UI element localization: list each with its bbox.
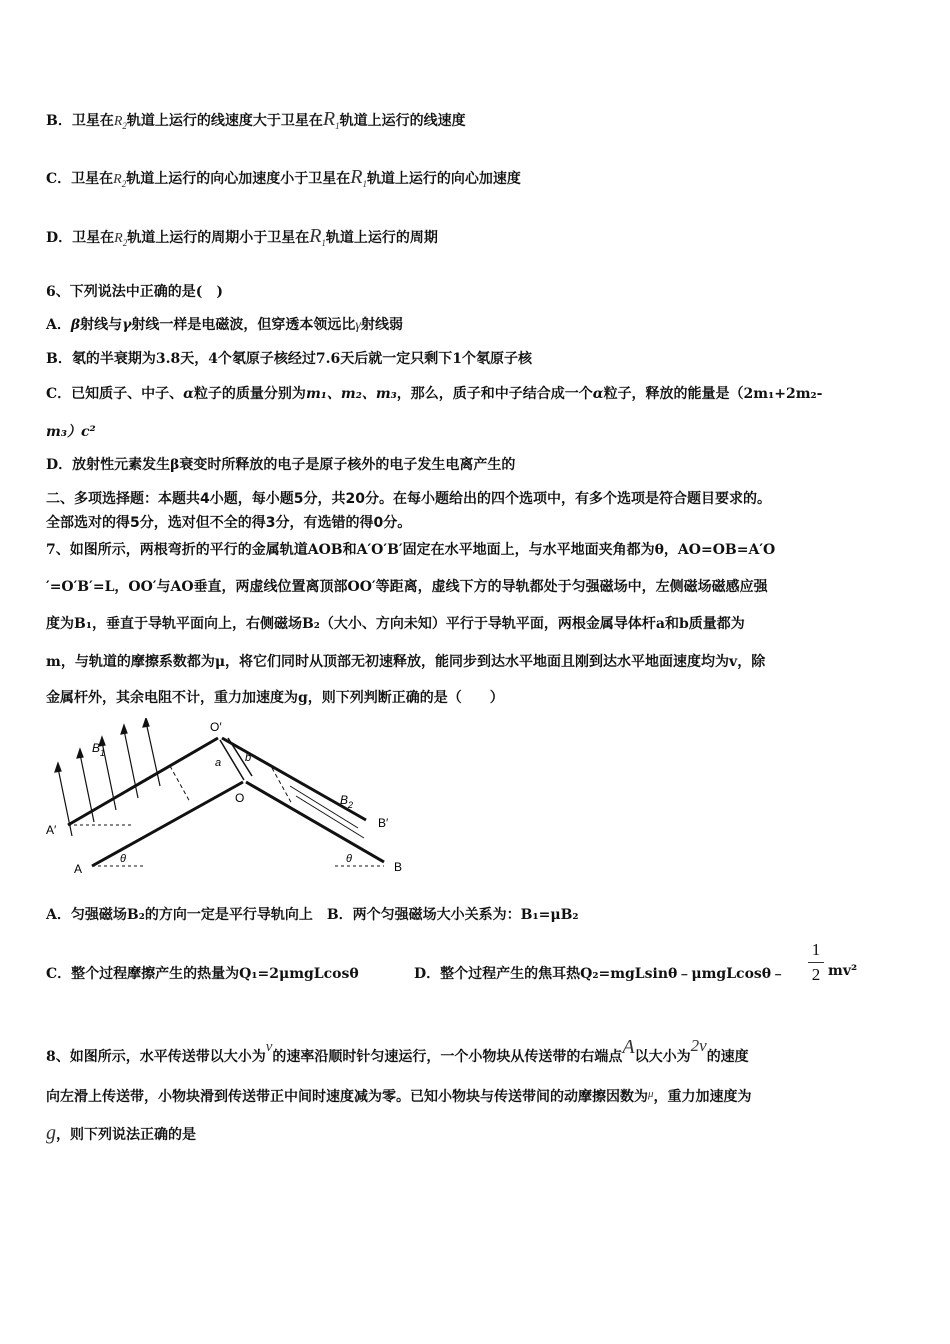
label-theta-right: θ bbox=[346, 853, 352, 865]
b1-arrow-2 bbox=[80, 754, 94, 822]
label-a-prime: A′ bbox=[46, 823, 57, 837]
q5-option-d: D．卫星在$R_2$轨道上运行的周期小于卫星在$R_1$轨道上运行的周期 bbox=[46, 225, 438, 248]
label-o: O bbox=[235, 791, 245, 805]
q7-option-d: D．整个过程产生的焦耳热Q₂=mgLsinθ﹣μmgLcosθ﹣ bbox=[414, 966, 786, 982]
label-b-prime: B′ bbox=[378, 816, 389, 830]
q5-option-b: B．卫星在$R_2$轨道上运行的线速度大于卫星在$R_1$轨道上运行的线速度 bbox=[46, 108, 466, 131]
label-rod-a: a bbox=[215, 757, 222, 769]
q7-rail-diagram bbox=[40, 718, 420, 878]
q7-option-d-tail: mv² bbox=[828, 963, 858, 979]
q6-option-d: D．放射性元素发生β衰变时所释放的电子是原子核外的电子发生电离产生的 bbox=[46, 457, 516, 473]
q8-stem-line1: 8、如图所示，水平传送带以大小为v的速率沿顺时针匀速运行，一个小物块从传送带的右端点A以大小为2v的速度 bbox=[46, 1036, 749, 1065]
label-b: B bbox=[394, 860, 403, 874]
q6-option-c-line1: C．已知质子、中子、α粒子的质量分别为m₁、m₂、m₃，那么，质子和中子结合成一个α粒子，释放的能量是（2m₁+2m₂- bbox=[46, 386, 823, 402]
rail-o-b bbox=[246, 782, 384, 862]
q7-stem-line2: ′=O′B′=L，OO′与AO垂直，两虚线位置离顶部OO′等距离，虚线下方的导轨都处于匀强磁场中，左侧磁场磁感应强 bbox=[46, 579, 768, 595]
section2-line1: 二、多项选择题：本题共4小题，每小题5分，共20分。在每小题给出的四个选项中，有多个选项是符合题目要求的。 bbox=[46, 491, 771, 507]
rail-a-o bbox=[92, 782, 243, 866]
q7-option-d-fraction: 1 2 bbox=[808, 940, 824, 985]
q6-option-c-line2: m₃）c² bbox=[46, 424, 96, 440]
q7-option-c: C．整个过程摩擦产生的热量为Q₁=2μmgLcosθ bbox=[46, 966, 359, 982]
label-b1: $B_1$ bbox=[92, 741, 106, 758]
q6-option-b: B．氡的半衰期为3.8天，4个氡原子核经过7.6天后就一定只剩下1个氡原子核 bbox=[46, 351, 533, 367]
q7-options-a-b: A．匀强磁场B₂的方向一定是平行导轨向上 B．两个匀强磁场大小关系为：B₁=μB₂ bbox=[46, 907, 579, 923]
rod-a bbox=[220, 740, 244, 780]
q6-option-a: A．β射线与γ射线一样是电磁波，但穿透本领远比γ射线弱 bbox=[46, 317, 403, 333]
rail-a-prime-o-prime bbox=[68, 738, 218, 825]
q8-stem-line2: 向左滑上传送带，小物块滑到传送带正中间时速度减为零。已知小物块与传送带间的动摩擦因数为$^\mu$，重力加速度为 bbox=[46, 1088, 752, 1105]
label-b2: $B_2$ bbox=[340, 793, 354, 810]
label-a: A bbox=[74, 862, 83, 876]
label-theta-left: θ bbox=[120, 853, 126, 865]
q7-stem-line5: 金属杆外，其余电阻不计，重力加速度为g，则下列判断正确的是（ ） bbox=[46, 690, 504, 706]
label-o-prime: O′ bbox=[210, 720, 222, 734]
q5-option-c: C．卫星在$R_2$轨道上运行的向心加速度小于卫星在$R_1$轨道上运行的向心加速度 bbox=[46, 166, 521, 189]
label-rod-b: b bbox=[245, 752, 252, 764]
q8-stem-line3: g，则下列说法正确的是 bbox=[46, 1122, 196, 1144]
q7-stem-line4: m，与轨道的摩擦系数都为μ，将它们同时从顶部无初速释放，能同步到达水平地面且刚到达水平地面速度均为v，除 bbox=[46, 654, 766, 670]
dashed-line-left bbox=[170, 766, 190, 802]
q6-stem: 6、下列说法中正确的是( ) bbox=[46, 284, 223, 300]
section2-line2: 全部选对的得5分，选对但不全的得3分，有选错的得0分。 bbox=[46, 515, 412, 531]
b1-arrow-1 bbox=[58, 768, 72, 836]
q7-stem-line3: 度为B₁，垂直于导轨平面向上，右侧磁场B₂（大小、方向未知）平行于导轨平面，两根金属导体杆a和b质量都为 bbox=[46, 616, 745, 632]
q7-stem-line1: 7、如图所示，两根弯折的平行的金属轨道AOB和A′O′B′固定在水平地面上，与水平地面夹角都为θ，AO=OB=A′O bbox=[46, 542, 776, 558]
